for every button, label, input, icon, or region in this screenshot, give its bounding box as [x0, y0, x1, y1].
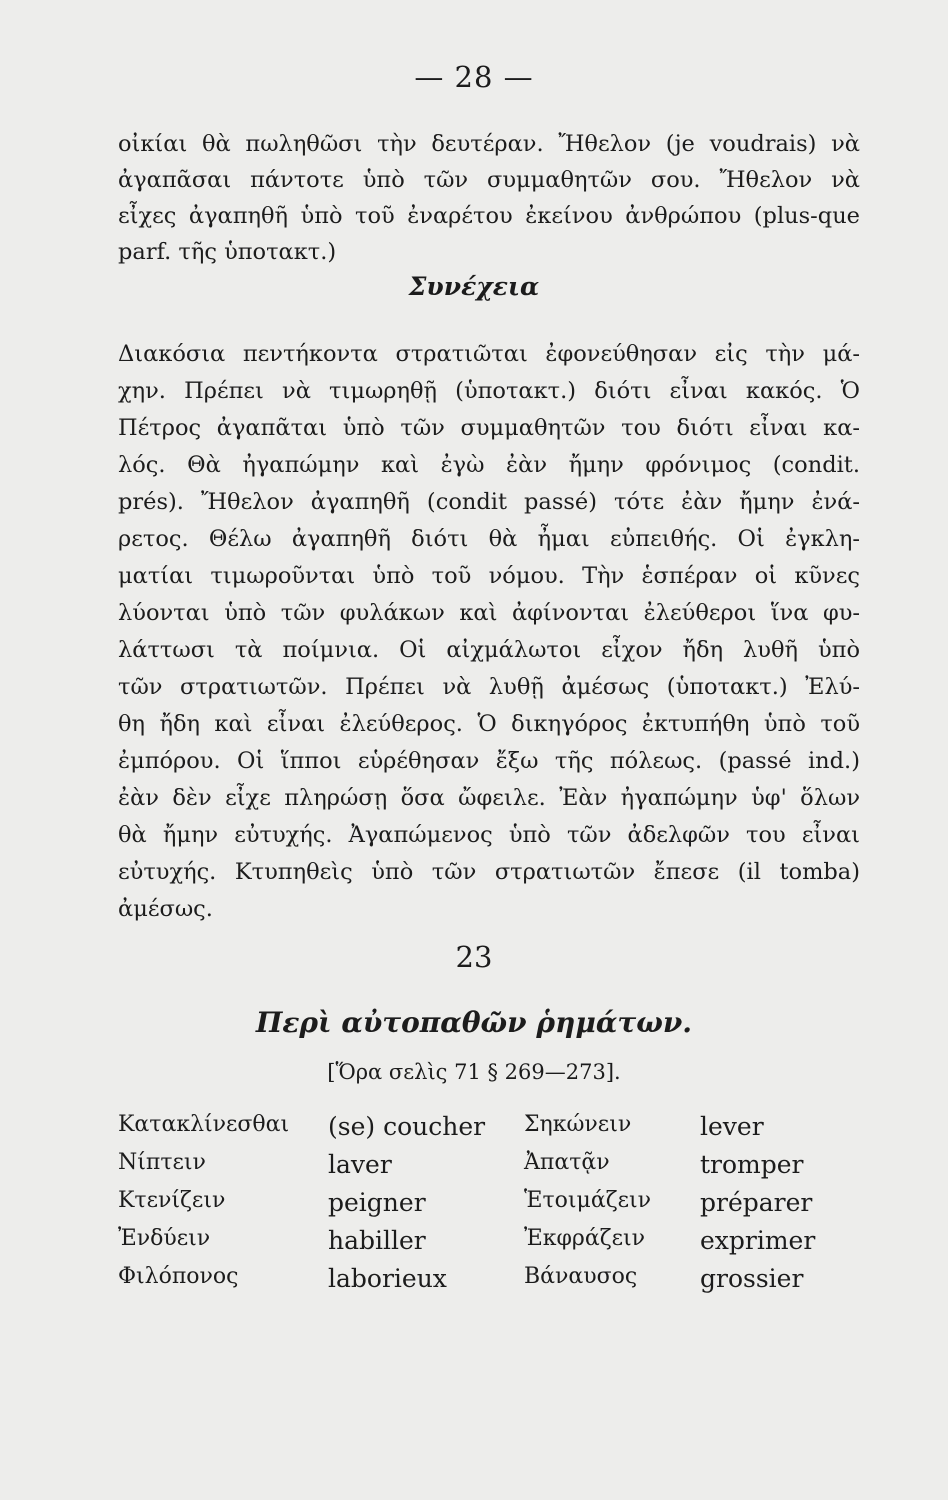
text-line: θὰ ἤμην εὐτυχής. Ἀγαπώμενος ὑπὸ τῶν ἀδελφῶν του εἶναι: [118, 822, 860, 848]
text-line: λός. Θὰ ἠγαπώμην καὶ ἐγὼ ἐὰν ἤμην φρόνιμος (condit.: [118, 452, 860, 478]
vocabulary-row: [0, 1226, 948, 1264]
vocabulary-row: [0, 1112, 948, 1150]
text-line: εὐτυχής. Κτυπηθεὶς ὑπὸ τῶν στρατιωτῶν ἔπεσε (il tomba): [118, 859, 860, 885]
section-reference: [Ὅρα σελὶς 71 § 269—273].: [327, 1060, 621, 1084]
greek-term: Ἑτοιμάζειν: [524, 1188, 652, 1213]
vocabulary-row: [0, 1188, 948, 1226]
greek-term: Νίπτειν: [118, 1150, 206, 1175]
greek-term: Φιλόπονος: [118, 1264, 239, 1289]
text-line: ἀγαπᾶσαι πάντοτε ὑπὸ τῶν συμμαθητῶν σου. Ἤθελον νὰ: [118, 167, 860, 193]
text-line: οἰκίαι θὰ πωληθῶσι τὴν δευτέραν. Ἤθελον (je voudrais) νὰ: [118, 131, 860, 157]
section-title: Περὶ αὐτοπαθῶν ῥημάτων.: [255, 1006, 693, 1039]
greek-term: Κτενίζειν: [118, 1188, 226, 1213]
vocabulary-row: [0, 1150, 948, 1188]
text-line: ἐὰν δὲν εἶχε πληρώσῃ ὅσα ὤφειλε. Ἐὰν ἠγαπώμην ὑφ' ὅλων: [118, 785, 860, 811]
text-line: ματίαι τιμωροῦνται ὑπὸ τοῦ νόμου. Τὴν ἑσπέραν οἱ κῦνες: [118, 563, 860, 589]
greek-term: Ἐνδύειν: [118, 1226, 211, 1251]
text-line: εἶχες ἀγαπηθῆ ὑπὸ τοῦ ἐναρέτου ἐκείνου ἀνθρώπου (plus-que: [118, 203, 860, 229]
greek-term: Βάναυσος: [524, 1264, 638, 1289]
vocabulary-row: [0, 1264, 948, 1302]
french-translation: grossier: [700, 1264, 804, 1293]
text-line: χην. Πρέπει νὰ τιμωρηθῇ (ὑποτακτ.) διότι εἶναι κακός. Ὁ: [118, 378, 860, 404]
greek-term: Κατακλίνεσθαι: [118, 1112, 290, 1137]
text-line: ρετος. Θέλω ἀγαπηθῆ διότι θὰ ἦμαι εὐπειθής. Οἱ ἐγκλη-: [118, 526, 860, 552]
french-translation: peigner: [328, 1188, 426, 1217]
continuation-heading: Συνέχεια: [408, 272, 540, 301]
greek-term: Ἐκφράζειν: [524, 1226, 646, 1251]
text-line: Πέτρος ἀγαπᾶται ὑπὸ τῶν συμμαθητῶν του διότι εἶναι κα-: [118, 415, 860, 441]
french-translation: laver: [328, 1150, 392, 1179]
french-translation: préparer: [700, 1188, 813, 1217]
text-line: prés). Ἤθελον ἀγαπηθῆ (condit passé) τότε ἐὰν ἤμην ἐνά-: [118, 489, 860, 515]
text-line: τῶν στρατιωτῶν. Πρέπει νὰ λυθῇ ἀμέσως (ὑποτακτ.) Ἐλύ-: [118, 674, 860, 700]
text-line: θη ἤδη καὶ εἶναι ἐλεύθερος. Ὁ δικηγόρος ἐκτυπήθη ὑπὸ τοῦ: [118, 711, 860, 737]
text-line: ἐμπόρου. Οἱ ἵπποι εὑρέθησαν ἔξω τῆς πόλεως. (passé ind.): [118, 748, 860, 774]
french-translation: habiller: [328, 1226, 426, 1255]
french-translation: lever: [700, 1112, 764, 1141]
french-translation: (se) coucher: [328, 1112, 486, 1141]
text-line: λάττωσι τὰ ποίμνια. Οἱ αἰχμάλωτοι εἶχον ἤδη λυθῆ ὑπὸ: [118, 637, 860, 663]
french-translation: exprimer: [700, 1226, 816, 1255]
text-line: parf. τῆς ὑποτακτ.): [118, 239, 337, 265]
text-line: ἀμέσως.: [118, 896, 213, 922]
page-number: — 28 —: [414, 60, 534, 94]
french-translation: tromper: [700, 1150, 804, 1179]
text-line: Διακόσια πεντήκοντα στρατιῶται ἐφονεύθησαν εἰς τὴν μά-: [118, 341, 860, 367]
greek-term: Σηκώνειν: [524, 1112, 632, 1137]
text-line: λύονται ὑπὸ τῶν φυλάκων καὶ ἀφίνονται ἐλεύθεροι ἵνα φυ-: [118, 600, 860, 626]
french-translation: laborieux: [328, 1264, 447, 1293]
greek-term: Ἀπατᾷν: [524, 1150, 610, 1175]
section-number: 23: [455, 940, 493, 974]
